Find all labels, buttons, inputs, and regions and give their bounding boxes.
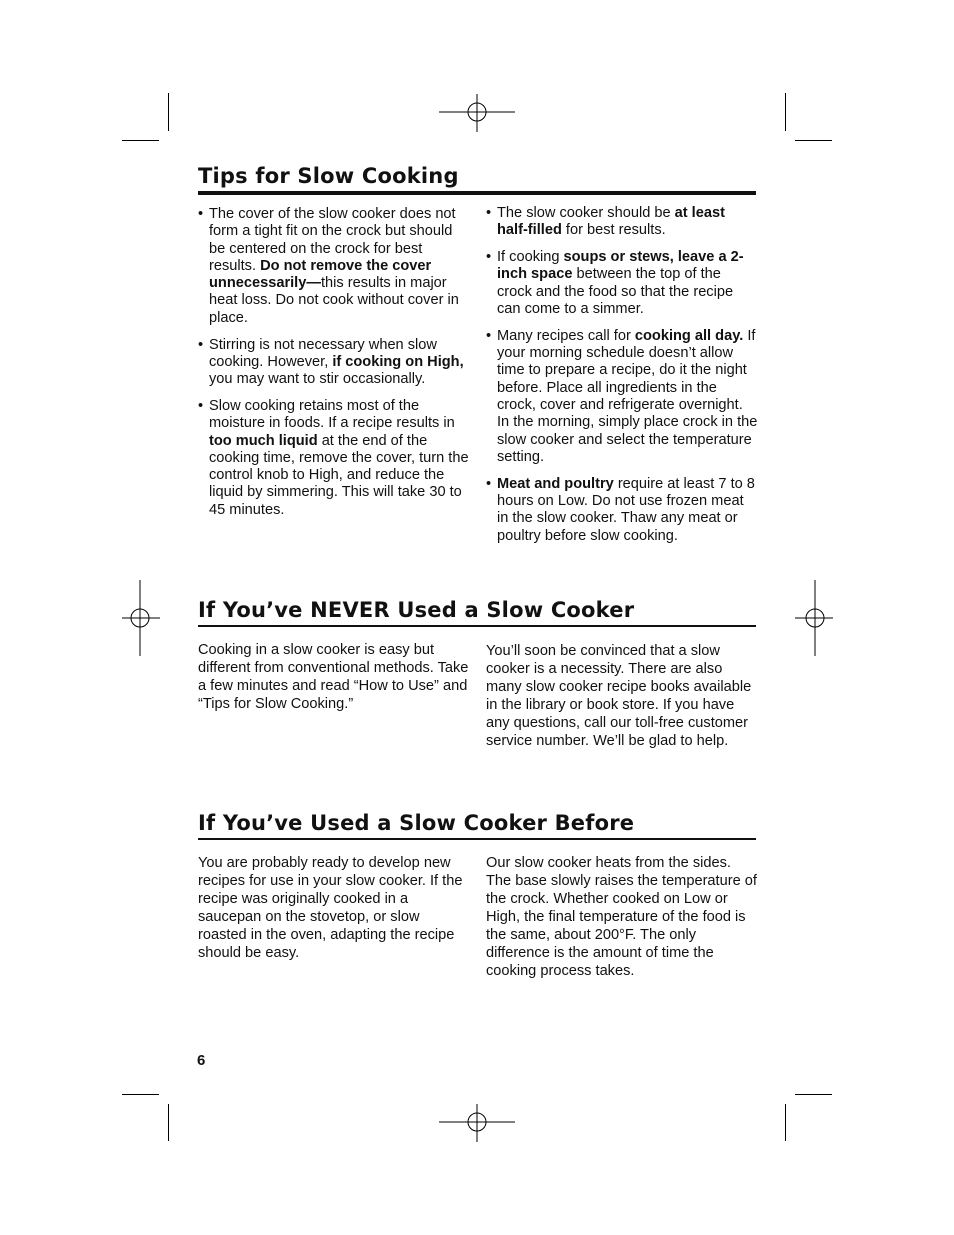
list-item: • The slow cooker should be at least half-filled for best results. [486, 205, 725, 239]
bullet-icon: • [198, 397, 204, 414]
bullet-icon: • [486, 327, 492, 344]
crop-mark [122, 1094, 159, 1095]
used-before-heading: If You’ve Used a Slow Cooker Before [198, 811, 756, 840]
used-before-left-column [198, 854, 470, 962]
list-item: • Slow cooking retains most of the moisture in foods. If a recipe results in too much liquid at the end of the cooking time, remove the cover, turn the control knob to High, and reduce the liquid by simmering. This will take 30 to 45 minutes. [198, 397, 469, 518]
registration-mark-icon [795, 580, 833, 656]
page-number: 6 [197, 1052, 206, 1069]
never-used-right-column [486, 642, 758, 750]
tips-right-column [486, 205, 758, 554]
never-used-heading: If You’ve NEVER Used a Slow Cooker [198, 598, 756, 627]
crop-mark [168, 93, 169, 131]
list-item: • Stirring is not necessary when slow cooking. However, if cooking on High, you may want to stir occasionally. [198, 336, 464, 388]
crop-mark [785, 1104, 786, 1141]
used-before-right-column [486, 854, 758, 980]
list-item: • If cooking soups or stews, leave a 2-inch space between the top of the crock and the food so that the recipe can come to a simmer. [486, 249, 744, 317]
tips-left-column [198, 206, 470, 529]
list-item: • Many recipes call for cooking all day. If your morning schedule doesn’t allow time to prepare a recipe, do it the night before. Place all ingredients in the crock, cover and refrigerate overnight. In the morning, simply place crock in the slow cooker and select the temperature setting. [486, 327, 758, 465]
bullet-icon: • [486, 205, 492, 221]
list-item: • The cover of the slow cooker does not form a tight fit on the crock but should be centered on the crock for best results. Do not remove the cover unnecessarily—this results in major heat loss. Do not cook without cover in place. [198, 206, 459, 326]
tips-heading: Tips for Slow Cooking [198, 164, 756, 195]
bullet-icon: • [486, 475, 492, 492]
bullet-icon: • [198, 336, 204, 353]
crop-mark [795, 140, 832, 141]
registration-mark-icon [439, 1104, 515, 1142]
bullet-icon: • [198, 206, 204, 222]
bullet-icon: • [486, 249, 492, 266]
crop-mark [795, 1094, 832, 1095]
never-used-left-text: Cooking in a slow cooker is easy but different from conventional methods. Take a few minutes and read “How to Use” and “Tips for Slow Cooking.” [198, 642, 469, 712]
registration-mark-icon [439, 94, 515, 132]
used-before-right-text: Our slow cooker heats from the sides. The base slowly raises the temperature of the crock. Whether cooked on Low or High, the final temperature of the food is the same, about 200°F. The only difference is the amount of time the cooking process takes. [486, 855, 757, 979]
registration-mark-icon [122, 580, 160, 656]
crop-mark [122, 140, 159, 141]
crop-mark [168, 1104, 169, 1141]
never-used-left-column [198, 641, 470, 713]
never-used-right-text: You’ll soon be convinced that a slow cooker is a necessity. There are also many slow cooker recipe books available in the library or book store. If you have any questions, call our toll-free customer service number. We’ll be glad to help. [486, 643, 752, 749]
crop-mark [785, 93, 786, 131]
list-item: • Meat and poultry require at least 7 to 8 hours on Low. Do not use frozen meat in the slow cooker. Thaw any meat or poultry before slow cooking. [486, 475, 755, 544]
used-before-left-text: You are probably ready to develop new recipes for use in your slow cooker. If the recipe was originally cooked in a saucepan on the stovetop, or slow roasted in the oven, adapting the recipe should be easy. [198, 855, 463, 961]
